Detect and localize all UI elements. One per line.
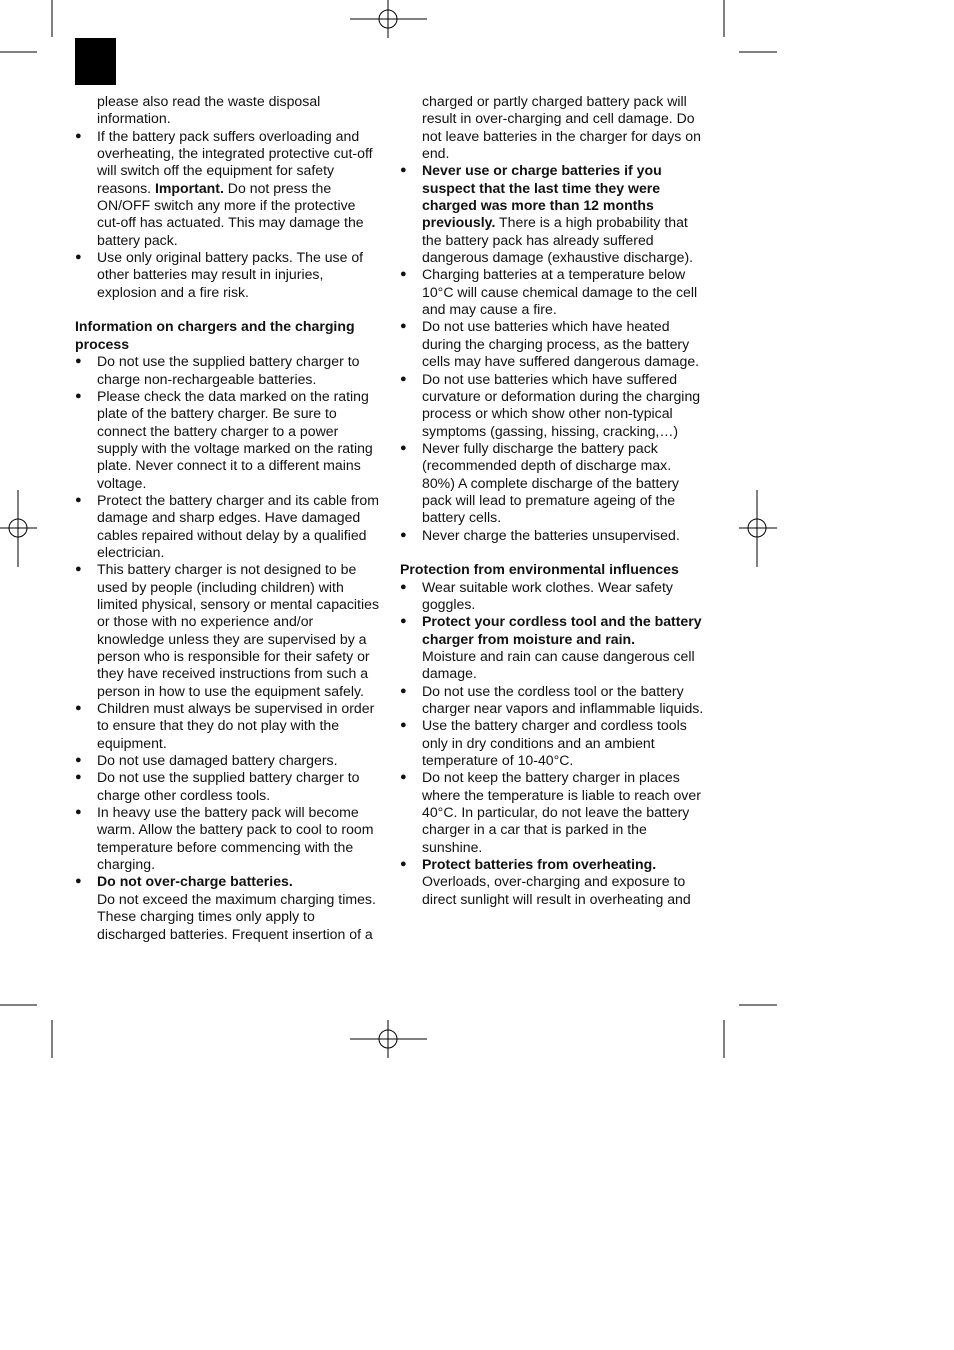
- safety-list: [75, 128, 380, 301]
- language-tab-marker: [75, 38, 116, 85]
- section-heading: Information on chargers and the charging process: [75, 318, 355, 352]
- bullet-icon: ●: [400, 580, 407, 593]
- list-item: ● Do not over-charge batteries. Do not exceed the maximum charging times. These charging times only apply to discharged batteries. Frequent insertion of a: [75, 873, 376, 942]
- bullet-icon: ●: [400, 771, 407, 784]
- bullet-icon: ●: [400, 320, 407, 333]
- list-item: ● Do not use damaged battery chargers.: [75, 752, 338, 769]
- bullet-icon: ●: [400, 858, 407, 871]
- section-heading: Protection from environmental influences: [400, 561, 679, 578]
- list-item: ● Charging batteries at a temperature below 10°C will cause chemical damage to the cell and may cause a fire.: [400, 266, 698, 318]
- registration-mark-right: [739, 490, 777, 567]
- list-item: ● Protect your cordless tool and the battery charger from moisture and rain. Moisture and rain can cause dangerous cell damage.: [400, 613, 702, 682]
- bullet-icon: ●: [400, 441, 407, 454]
- list-item: ● Do not use the cordless tool or the battery charger near vapors and inflammable liquids.: [400, 682, 704, 717]
- list-item: ● Protect batteries from overheating. Overloads, over-charging and exposure to direct sunlight will result in overheating and: [400, 856, 691, 907]
- lead-paragraph: charged or partly charged battery pack will result in over-charging and cell damage. Do not leave batteries in the charger for days on end.: [422, 93, 701, 162]
- bullet-icon: ●: [400, 528, 407, 541]
- list-item: ● Use only original battery packs. The use of other batteries may result in injuries, explosion and a fire risk.: [75, 249, 364, 300]
- list-item: ● Wear suitable work clothes. Wear safety goggles.: [400, 578, 673, 612]
- list-item: ● Never use or charge batteries if you suspect that the last time they were charged was more than 12 months previously. There is a high probability that the battery pack has already suffered dangerous damage (exhaustive discharge).: [400, 162, 694, 266]
- list-item: ● Protect the battery charger and its cable from damage and sharp edges. Have damaged cables repaired without delay by a qualified electrician.: [75, 491, 380, 560]
- bullet-icon: ●: [400, 372, 407, 385]
- list-item: ● Do not use the supplied battery charger to charge non-rechargeable batteries.: [75, 353, 360, 387]
- charger-list: [75, 353, 380, 943]
- list-item: ● Do not use the supplied battery charger to charge other cordless tools.: [75, 769, 360, 803]
- list-item: ● Use the battery charger and cordless tools only in dry conditions and an ambient temperature of 10-40°C.: [400, 717, 687, 769]
- bullet-icon: ●: [75, 875, 82, 888]
- list-item: ● Children must always be supervised in order to ensure that they do not play with the equipment.: [75, 700, 375, 751]
- battery-list: [400, 162, 705, 544]
- bullet-icon: ●: [400, 615, 407, 628]
- left-column: [75, 93, 380, 943]
- bullet-icon: ●: [75, 355, 82, 368]
- list-item: ● If the battery pack suffers overloading and overheating, the integrated protective cut-off will switch off the equipment for safety reasons. Important. Do not press the ON/OFF switch any more if the protective cut-off has actuated. This may damage the battery pack.: [75, 127, 373, 248]
- list-item: ● Never charge the batteries unsupervised.: [400, 526, 680, 543]
- bullet-icon: ●: [75, 389, 82, 402]
- bullet-icon: ●: [75, 129, 82, 142]
- bullet-icon: ●: [75, 806, 82, 819]
- list-item: ● This battery charger is not designed to be used by people (including children) with limited physical, sensory or mental capacities or those with no experience and/or knowledge unless they are supervised by a person who is responsible for their safety or they have received instructions from such a person in how to use the equipment safely.: [75, 561, 379, 699]
- environment-list: [400, 579, 705, 909]
- bullet-icon: ●: [400, 719, 407, 732]
- bullet-icon: ●: [75, 754, 82, 767]
- registration-mark-left: [0, 490, 37, 567]
- bullet-icon: ●: [75, 251, 82, 264]
- list-item: ● Please check the data marked on the rating plate of the battery charger. Be sure to connect the battery charger to a power supply with the voltage marked on the rating plate. Never connect it to a different mains voltage.: [75, 387, 373, 491]
- list-item: ● Never fully discharge the battery pack (recommended depth of discharge max. 80%) A complete discharge of the battery pack will lead to premature ageing of the battery cells.: [400, 439, 679, 526]
- list-item: ● In heavy use the battery pack will become warm. Allow the battery pack to cool to room temperature before commencing with the charging.: [75, 804, 374, 873]
- bullet-icon: ●: [75, 563, 82, 576]
- registration-mark-bottom: [350, 1020, 427, 1058]
- bullet-icon: ●: [75, 493, 82, 506]
- list-item: ● Do not use batteries which have heated during the charging process, as the battery cells may have suffered dangerous damage.: [400, 318, 700, 370]
- registration-mark-top: [350, 0, 427, 38]
- bullet-icon: ●: [400, 268, 407, 281]
- lead-paragraph: please also read the waste disposal information.: [97, 93, 321, 127]
- bullet-icon: ●: [400, 164, 407, 177]
- bullet-icon: ●: [75, 771, 82, 784]
- list-item: ● Do not keep the battery charger in places where the temperature is liable to reach over 40°C. In particular, do not leave the battery charger in a car that is parked in the sunshine.: [400, 769, 701, 855]
- bullet-icon: ●: [400, 684, 407, 697]
- list-item: ● Do not use batteries which have suffered curvature or deformation during the charging process or which show other non-typical symptoms (gassing, hissing, cracking,…): [400, 370, 701, 439]
- right-column: [400, 93, 705, 908]
- bullet-icon: ●: [75, 702, 82, 715]
